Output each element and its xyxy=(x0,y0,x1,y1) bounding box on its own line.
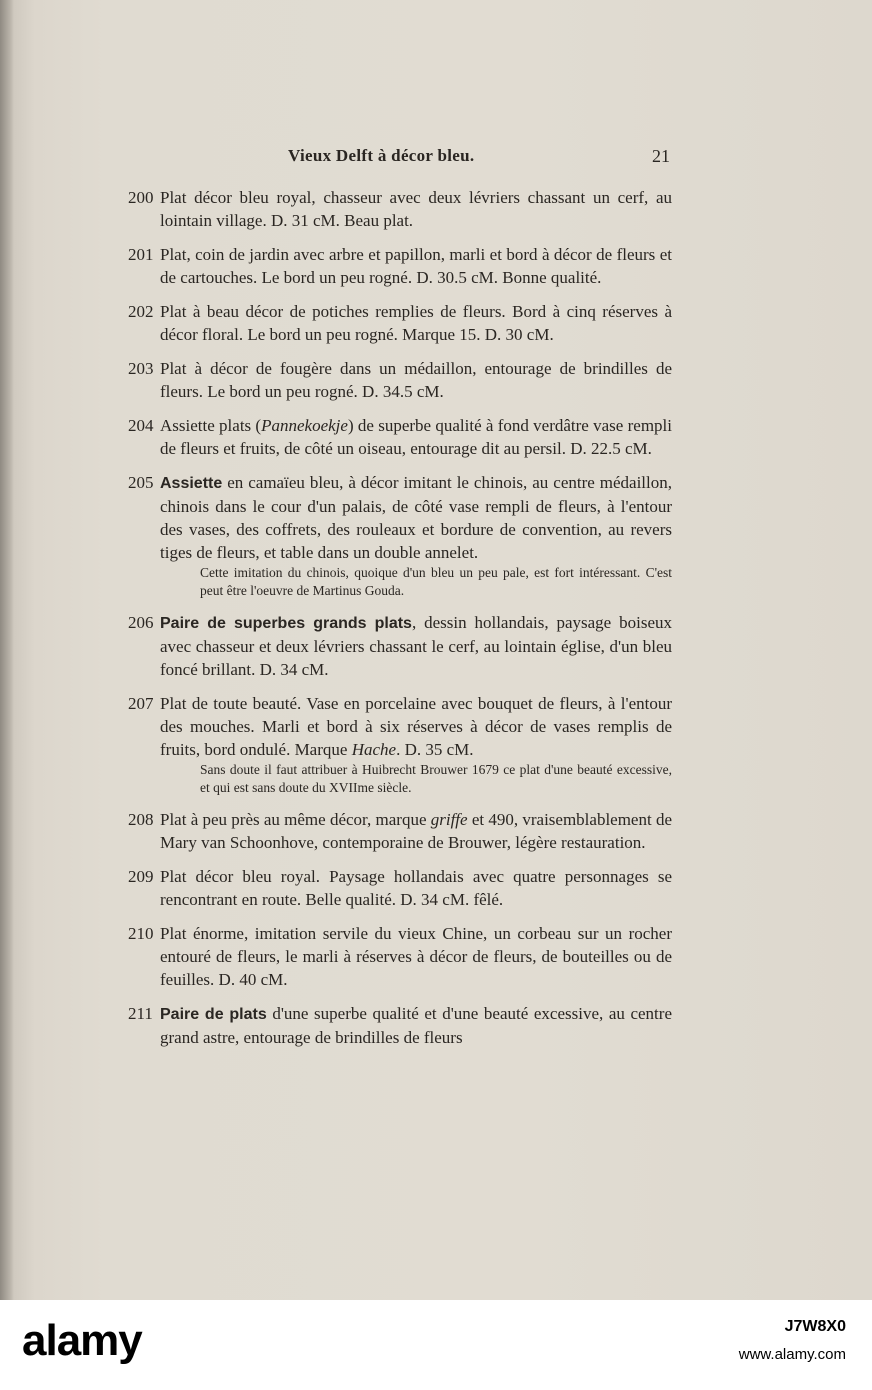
catalogue-entry xyxy=(128,1002,672,1049)
lot-description: Plat énorme, imitation servile du vieux Chine, un corbeau sur un rocher entouré de fleurs, le marli à réserves à décor de fleurs, de bouteilles ou de feuilles. D. 40 cM. xyxy=(160,924,672,989)
catalogue-entry xyxy=(128,611,672,681)
running-title: Vieux Delft à décor bleu. xyxy=(288,146,475,165)
lot-description: Plat décor bleu royal. Paysage hollandais avec quatre personnages se rencontrant en route. Belle qualité. D. 34 cM. fêlé. xyxy=(160,867,672,909)
catalogue-entry xyxy=(128,243,672,289)
lot-description xyxy=(160,692,672,761)
lot-number: 207 xyxy=(128,694,154,713)
lot-note: Cette imitation du chinois, quoique d'un bleu un peu pale, est fort intéressant. C'est peut être l'oeuvre de Martinus Gouda. xyxy=(200,565,672,598)
lot-number: 211 xyxy=(128,1004,153,1023)
lot-number: 200 xyxy=(128,188,154,207)
lot-text: Plat de toute beauté. Vase en porcelaine avec bouquet de fleurs, à l'entour des mouches. Marli et bord à six réserves à décor de vases remplis de fruits, bord ondulé. Marque xyxy=(160,694,672,759)
lot-number: 205 xyxy=(128,473,154,492)
catalogue-entry xyxy=(128,808,672,854)
catalogue-entry xyxy=(128,186,672,232)
lot-number: 202 xyxy=(128,302,154,321)
catalogue-entry xyxy=(128,692,672,797)
page-number: 21 xyxy=(652,146,670,166)
lot-description xyxy=(160,808,672,854)
catalogue-entry xyxy=(128,922,672,991)
watermark-image-id: J7W8X0 xyxy=(784,1318,846,1335)
lot-description xyxy=(160,471,672,564)
lot-italic-term: griffe xyxy=(430,810,468,829)
lot-description: Plat, coin de jardin avec arbre et papillon, marli et bord à décor de fleurs et de cartouches. Le bord un peu rogné. D. 30.5 cM. Bonne qualité. xyxy=(160,245,672,287)
lot-number: 208 xyxy=(128,810,154,829)
lot-text: et 490, vraisemblablement de Mary van Schoonhove, contemporaine de Brouwer, légère restauration. xyxy=(160,810,673,852)
catalogue-entries xyxy=(128,186,672,1060)
catalogue-entry xyxy=(128,414,672,460)
page-binding-shadow xyxy=(0,0,14,1300)
page-header xyxy=(288,146,672,170)
lot-number: 209 xyxy=(128,867,154,886)
lot-text: Assiette plats ( xyxy=(160,416,262,435)
lot-number: 203 xyxy=(128,359,154,378)
lot-text: d'une superbe qualité et d'une beauté excessive, au centre grand astre, entourage de brindilles de fleurs xyxy=(160,1004,672,1047)
lot-number: 204 xyxy=(128,416,154,435)
lot-text: Plat à peu près au même décor, marque xyxy=(160,810,431,829)
catalogue-entry xyxy=(128,357,672,403)
lot-description: Plat à décor de fougère dans un médaillon, entourage de brindilles de fleurs. Le bord un peu rogné. D. 34.5 cM. xyxy=(160,359,672,401)
lot-bold-title: Paire de plats xyxy=(160,1006,267,1023)
lot-bold-title: Assiette xyxy=(160,475,223,492)
lot-bold-title: Paire de superbes grands plats xyxy=(160,615,412,632)
lot-description: Plat à beau décor de potiches remplies de fleurs. Bord à cinq réserves à décor floral. Le bord un peu rogné. Marque 15. D. 30 cM. xyxy=(160,302,672,344)
catalogue-entry xyxy=(128,865,672,911)
catalogue-entry xyxy=(128,471,672,600)
lot-description xyxy=(160,414,672,460)
lot-text: en camaïeu bleu, à décor imitant le chinois, au centre médaillon, chinois dans le cour d'un palais, de côté vase rempli de fleurs, à l'entour des vases, des coffrets, des rouleaux et bordure de convention, au revers tiges de fleurs, et table dans un double annelet. xyxy=(160,473,672,562)
lot-text: . D. 35 cM. xyxy=(396,740,474,759)
lot-number: 201 xyxy=(128,245,154,264)
lot-description: Plat décor bleu royal, chasseur avec deux lévriers chassant un cerf, au lointain village. D. 31 cM. Beau plat. xyxy=(160,188,672,230)
lot-italic-term: Hache xyxy=(351,740,397,759)
watermark-logo: alamy xyxy=(22,1316,142,1365)
lot-description xyxy=(160,611,672,681)
lot-number: 206 xyxy=(128,613,154,632)
lot-text: ) de superbe qualité à fond verdâtre vase rempli de fleurs et fruits, de côté un oiseau, entourage dit au persil. D. 22.5 cM. xyxy=(160,416,672,458)
lot-description xyxy=(160,1002,672,1049)
lot-number: 210 xyxy=(128,924,154,943)
watermark-url: www.alamy.com xyxy=(738,1346,846,1363)
catalogue-entry xyxy=(128,300,672,346)
lot-text: , dessin hollandais, paysage boiseux avec chasseur et deux lévriers chassant le cerf, au lointain église, d'un bleu foncé brillant. D. 34 cM. xyxy=(160,613,672,679)
lot-italic-term: Pannekoekje xyxy=(261,416,348,435)
lot-note: Sans doute il faut attribuer à Huibrecht Brouwer 1679 ce plat d'une beauté excessive, et qui est sans doute du XVIIme siècle. xyxy=(200,762,672,795)
